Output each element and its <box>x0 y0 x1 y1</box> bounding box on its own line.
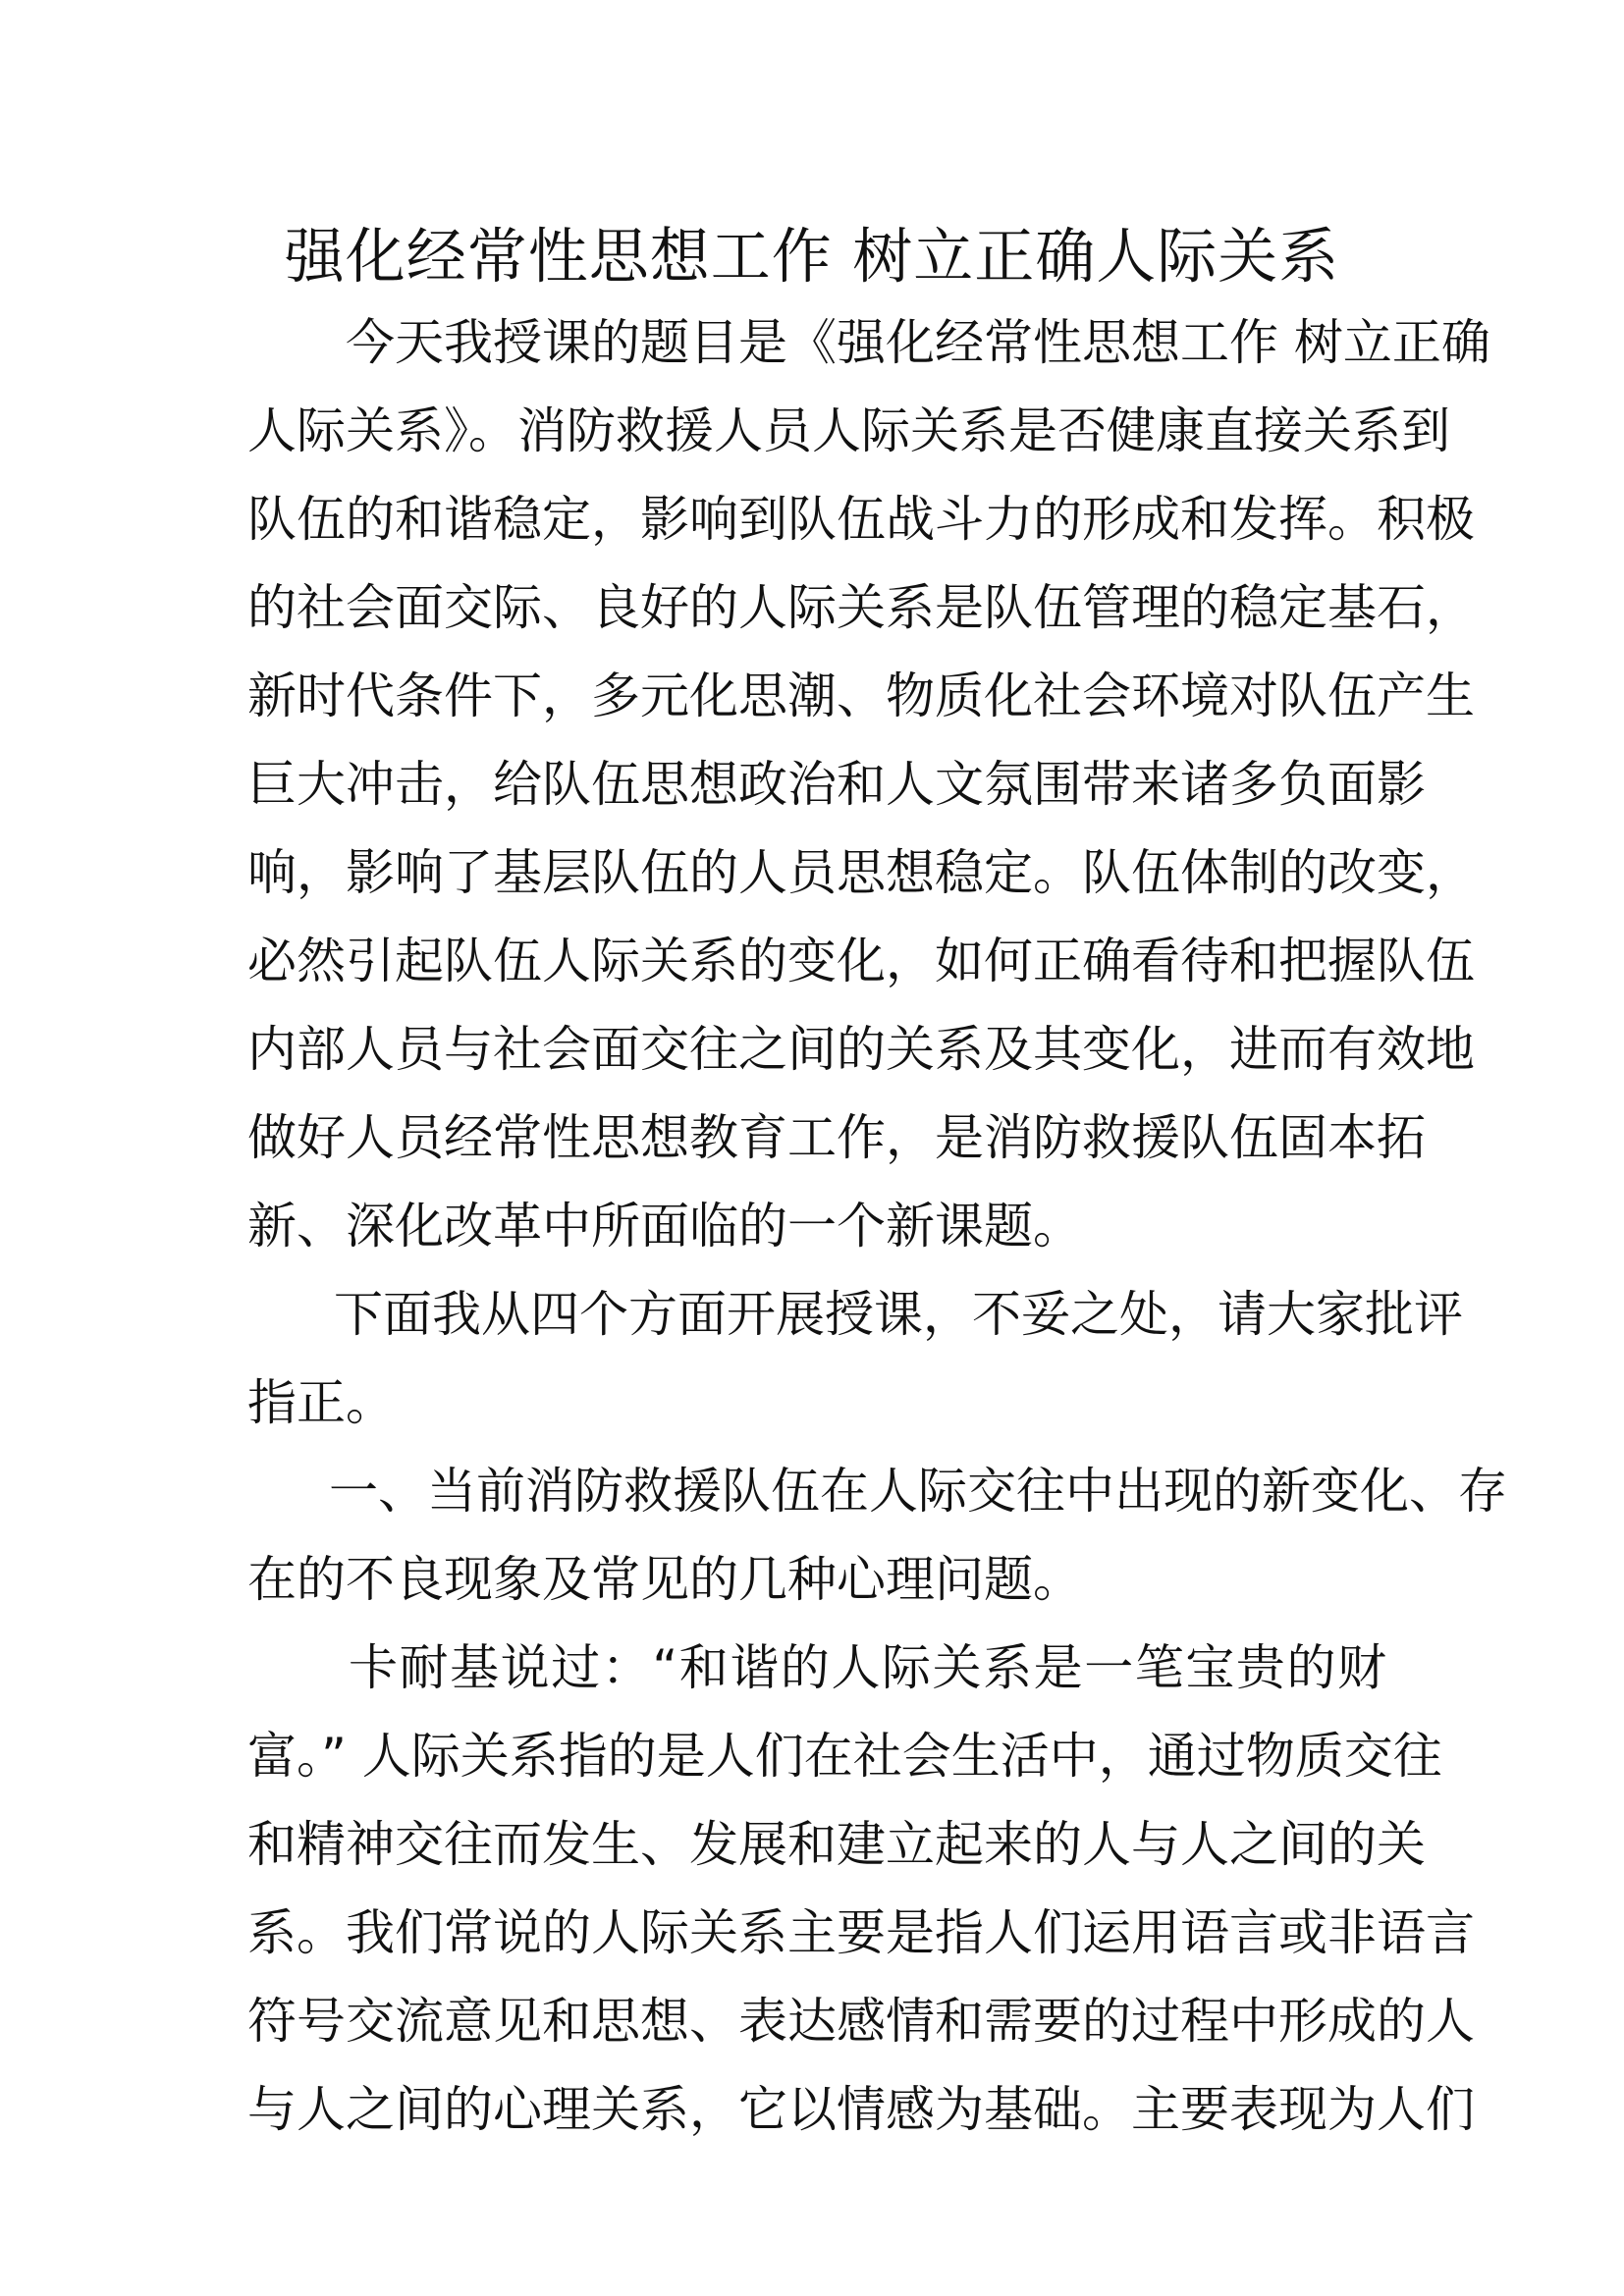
paragraph-line-9: 内部人员与社会面交往之间的关系及其变化，进而有效地 <box>247 1021 1475 1078</box>
paragraph-line-16: 卡耐基说过：“和谐的人际关系是一笔宝贵的财 <box>349 1639 1386 1696</box>
paragraph-line-19: 系。我们常说的人际关系主要是指人们运用语言或非语言 <box>247 1904 1475 1961</box>
paragraph-line-8: 必然引起队伍人际关系的变化，如何正确看待和把握队伍 <box>247 933 1475 989</box>
section-heading-line-1: 一、当前消防救援队伍在人际交往中出现的新变化、存 <box>329 1463 1507 1520</box>
paragraph-line-2: 人际关系》。消防救援人员人际关系是否健康直接关系到 <box>247 402 1450 459</box>
paragraph-line-11: 新、深化改革中所面临的一个新课题。 <box>247 1198 1082 1255</box>
paragraph-line-10: 做好人员经常性思想教育工作，是消防救援队伍固本拓 <box>247 1109 1426 1166</box>
paragraph-line-5: 新时代条件下，多元化思潮、物质化社会环境对队伍产生 <box>247 667 1475 724</box>
section-heading-line-2: 在的不良现象及常见的几种心理问题。 <box>247 1551 1082 1608</box>
paragraph-line-6: 巨大冲击，给队伍思想政治和人文氛围带来诸多负面影 <box>247 756 1426 813</box>
paragraph-line-18: 和精神交往而发生、发展和建立起来的人与人之间的关 <box>247 1816 1426 1873</box>
paragraph-line-7: 响，影响了基层队伍的人员思想稳定。队伍体制的改变， <box>247 844 1475 901</box>
paragraph-line-20: 符号交流意见和思想、表达感情和需要的过程中形成的人 <box>247 1993 1475 2050</box>
paragraph-line-1: 今天我授课的题目是《强化经常性思想工作 树立正确 <box>346 314 1490 371</box>
paragraph-line-3: 队伍的和谐稳定，影响到队伍战斗力的形成和发挥。积极 <box>247 491 1475 548</box>
document-title: 强化经常性思想工作 树立正确人际关系 <box>284 222 1340 292</box>
paragraph-line-4: 的社会面交际、良好的人际关系是队伍管理的稳定基石， <box>247 579 1475 636</box>
paragraph-line-13: 指正。 <box>247 1374 395 1431</box>
paragraph-line-17: 富。” 人际关系指的是人们在社会生活中，通过物质交往 <box>247 1728 1442 1785</box>
paragraph-line-12: 下面我从四个方面开展授课，不妥之处，请大家批评 <box>334 1286 1463 1343</box>
paragraph-line-21: 与人之间的心理关系，它以情感为基础。主要表现为人们 <box>247 2081 1475 2138</box>
